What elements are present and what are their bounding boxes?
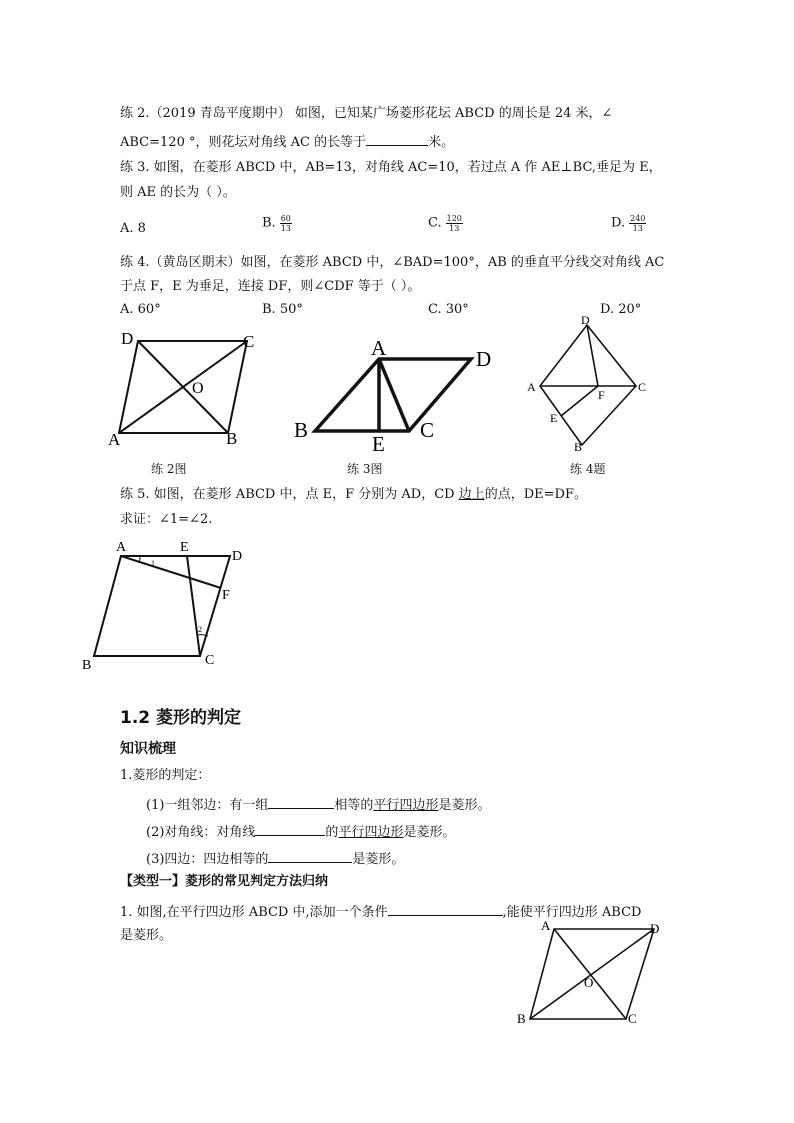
fig3-caption: 练 3图 bbox=[347, 462, 383, 476]
label-e: E bbox=[180, 540, 189, 555]
fig4-rhombus-diagram bbox=[520, 310, 660, 452]
criterion-2 bbox=[146, 822, 455, 841]
answer-blank bbox=[268, 849, 352, 863]
label-o: O bbox=[584, 975, 594, 990]
label-f: F bbox=[222, 588, 230, 603]
ex4-option-a: A. 60° bbox=[120, 302, 161, 317]
label-e: E bbox=[550, 411, 558, 425]
underlined-term: 平行四边形 bbox=[338, 825, 404, 840]
ex5-underlined-text: 边上 bbox=[458, 487, 485, 502]
label-a: A bbox=[527, 380, 536, 394]
underlined-term: 平行四边形 bbox=[373, 798, 439, 813]
denominator: 13 bbox=[280, 224, 291, 233]
numerator: 120 bbox=[446, 214, 462, 223]
answer-blank bbox=[366, 132, 428, 146]
option-label: D. bbox=[611, 215, 626, 231]
criterion-1 bbox=[146, 795, 490, 814]
denominator: 13 bbox=[449, 224, 460, 233]
fig3-rhombus-diagram bbox=[290, 333, 500, 455]
ex3-option-d bbox=[611, 214, 646, 233]
ex5-line2: 求证：∠1=∠2. bbox=[120, 512, 213, 527]
label-b: B bbox=[294, 418, 309, 442]
question-1-line2: 是菱形。 bbox=[120, 928, 173, 943]
label-b: B bbox=[226, 429, 238, 448]
label-c: C bbox=[243, 332, 255, 351]
angle-1-label: 1 bbox=[151, 559, 155, 568]
label-b: B bbox=[517, 1011, 526, 1026]
label-d: D bbox=[232, 549, 243, 564]
ex2-line2-text: ABC=120 °，则花坛对角线 AC 的长等于 bbox=[120, 135, 367, 150]
segment-df bbox=[587, 325, 598, 386]
diagonal-db bbox=[530, 929, 654, 1019]
label-d: D bbox=[581, 313, 590, 327]
ex3-option-c bbox=[428, 214, 463, 233]
ex4-line2: 于点 F，E 为垂足，连接 DF，则∠CDF 等于（ ）。 bbox=[120, 279, 421, 294]
label-a: A bbox=[371, 336, 387, 360]
ex3-option-a bbox=[120, 221, 146, 237]
fraction bbox=[280, 214, 292, 233]
rhombus-outline bbox=[540, 325, 636, 445]
criterion-text: 相等的 bbox=[334, 798, 374, 813]
label-d: D bbox=[650, 921, 660, 936]
criterion-text: 是菱形。 bbox=[438, 798, 491, 813]
ex2-line1: 练 2.（2019 青岛平度期中） 如图，已知某广场菱形花坛 ABCD 的周长是 24 米，∠ bbox=[120, 106, 613, 121]
section-subtitle: 知识梳理 bbox=[120, 741, 176, 757]
label-c: C bbox=[628, 1011, 637, 1026]
label-d: D bbox=[121, 329, 134, 348]
fig5-rhombus-diagram bbox=[80, 536, 260, 672]
perpendicular-bisector-ef bbox=[561, 386, 598, 416]
option-label: A. 8 bbox=[120, 221, 146, 236]
segment-af bbox=[121, 556, 221, 588]
ex4-option-b: B. 50° bbox=[262, 302, 303, 317]
diagonal-ac bbox=[379, 359, 409, 431]
label-a: A bbox=[116, 540, 127, 555]
criterion-text: (2)对角线：对角线 bbox=[146, 825, 256, 840]
criterion-text: 是菱形。 bbox=[403, 825, 456, 840]
label-f: F bbox=[598, 388, 605, 402]
option-label: C. bbox=[428, 215, 442, 231]
label-a: A bbox=[541, 918, 551, 933]
answer-blank bbox=[388, 902, 503, 916]
ex3-option-b bbox=[262, 214, 292, 233]
label-c: C bbox=[205, 653, 215, 668]
ex5-text-end: 的点，DE=DF。 bbox=[484, 487, 587, 502]
ex2-unit: 米。 bbox=[428, 135, 455, 150]
rhombus-outline bbox=[94, 556, 230, 656]
question-text: ,能使平行四边形 ABCD bbox=[502, 905, 642, 920]
label-b: B bbox=[82, 658, 92, 672]
answer-blank bbox=[255, 822, 325, 836]
ex5-text: 练 5. 如图，在菱形 ABCD 中，点 E，F 分别为 AD，CD bbox=[120, 487, 459, 502]
diagonal-ca bbox=[119, 341, 247, 433]
fig2-caption: 练 2图 bbox=[151, 462, 187, 476]
label-a: A bbox=[108, 430, 121, 449]
fraction bbox=[446, 214, 463, 233]
ex4-line1: 练 4.（黄岛区期末）如图，在菱形 ABCD 中，∠BAD=100°，AB 的垂直平分线交对角线 AC bbox=[120, 255, 665, 270]
criteria-intro: 1.菱形的判定： bbox=[120, 768, 211, 783]
criterion-text: 的 bbox=[325, 825, 339, 840]
ex3-line2: 则 AE 的长为（ ）。 bbox=[120, 185, 236, 200]
option-label: B. bbox=[262, 215, 276, 231]
fraction bbox=[629, 214, 646, 233]
angle-2-label: 2 bbox=[198, 625, 202, 634]
fig2-rhombus-diagram bbox=[105, 325, 265, 450]
label-e: E bbox=[372, 432, 385, 455]
diagonal-ac bbox=[554, 929, 626, 1019]
criterion-3 bbox=[146, 849, 404, 868]
criterion-text: (3)四边：四边相等的 bbox=[146, 852, 269, 867]
label-d: D bbox=[476, 347, 492, 371]
fig6-parallelogram-diagram bbox=[508, 914, 668, 1030]
label-c: C bbox=[420, 418, 435, 442]
ex5-line1 bbox=[120, 487, 587, 503]
numerator: 60 bbox=[280, 214, 291, 223]
segment-ce bbox=[187, 556, 200, 656]
criterion-text: 是菱形。 bbox=[352, 852, 405, 867]
section-title: 1.2 菱形的判定 bbox=[120, 708, 242, 728]
question-text: 1. 如图,在平行四边形 ABCD 中,添加一个条件 bbox=[120, 905, 388, 920]
denominator: 13 bbox=[632, 224, 643, 233]
ex3-line1: 练 3. 如图，在菱形 ABCD 中，AB=13，对角线 AC=10，若过点 A 作 AE⊥BC,垂足为 E， bbox=[120, 160, 662, 175]
criterion-text: (1)一组邻边：有一组 bbox=[146, 798, 269, 813]
answer-blank bbox=[268, 795, 334, 809]
ex4-option-c: C. 30° bbox=[428, 302, 469, 317]
label-b: B bbox=[574, 440, 583, 452]
label-o: O bbox=[192, 380, 204, 397]
type-heading: 【类型一】菱形的常见判定方法归纳 bbox=[120, 874, 329, 889]
ex2-line2 bbox=[120, 132, 454, 151]
fig4-caption: 练 4题 bbox=[570, 462, 606, 476]
ex4-option-d: D. 20° bbox=[600, 302, 642, 317]
label-c: C bbox=[638, 380, 647, 394]
numerator: 240 bbox=[630, 214, 646, 223]
